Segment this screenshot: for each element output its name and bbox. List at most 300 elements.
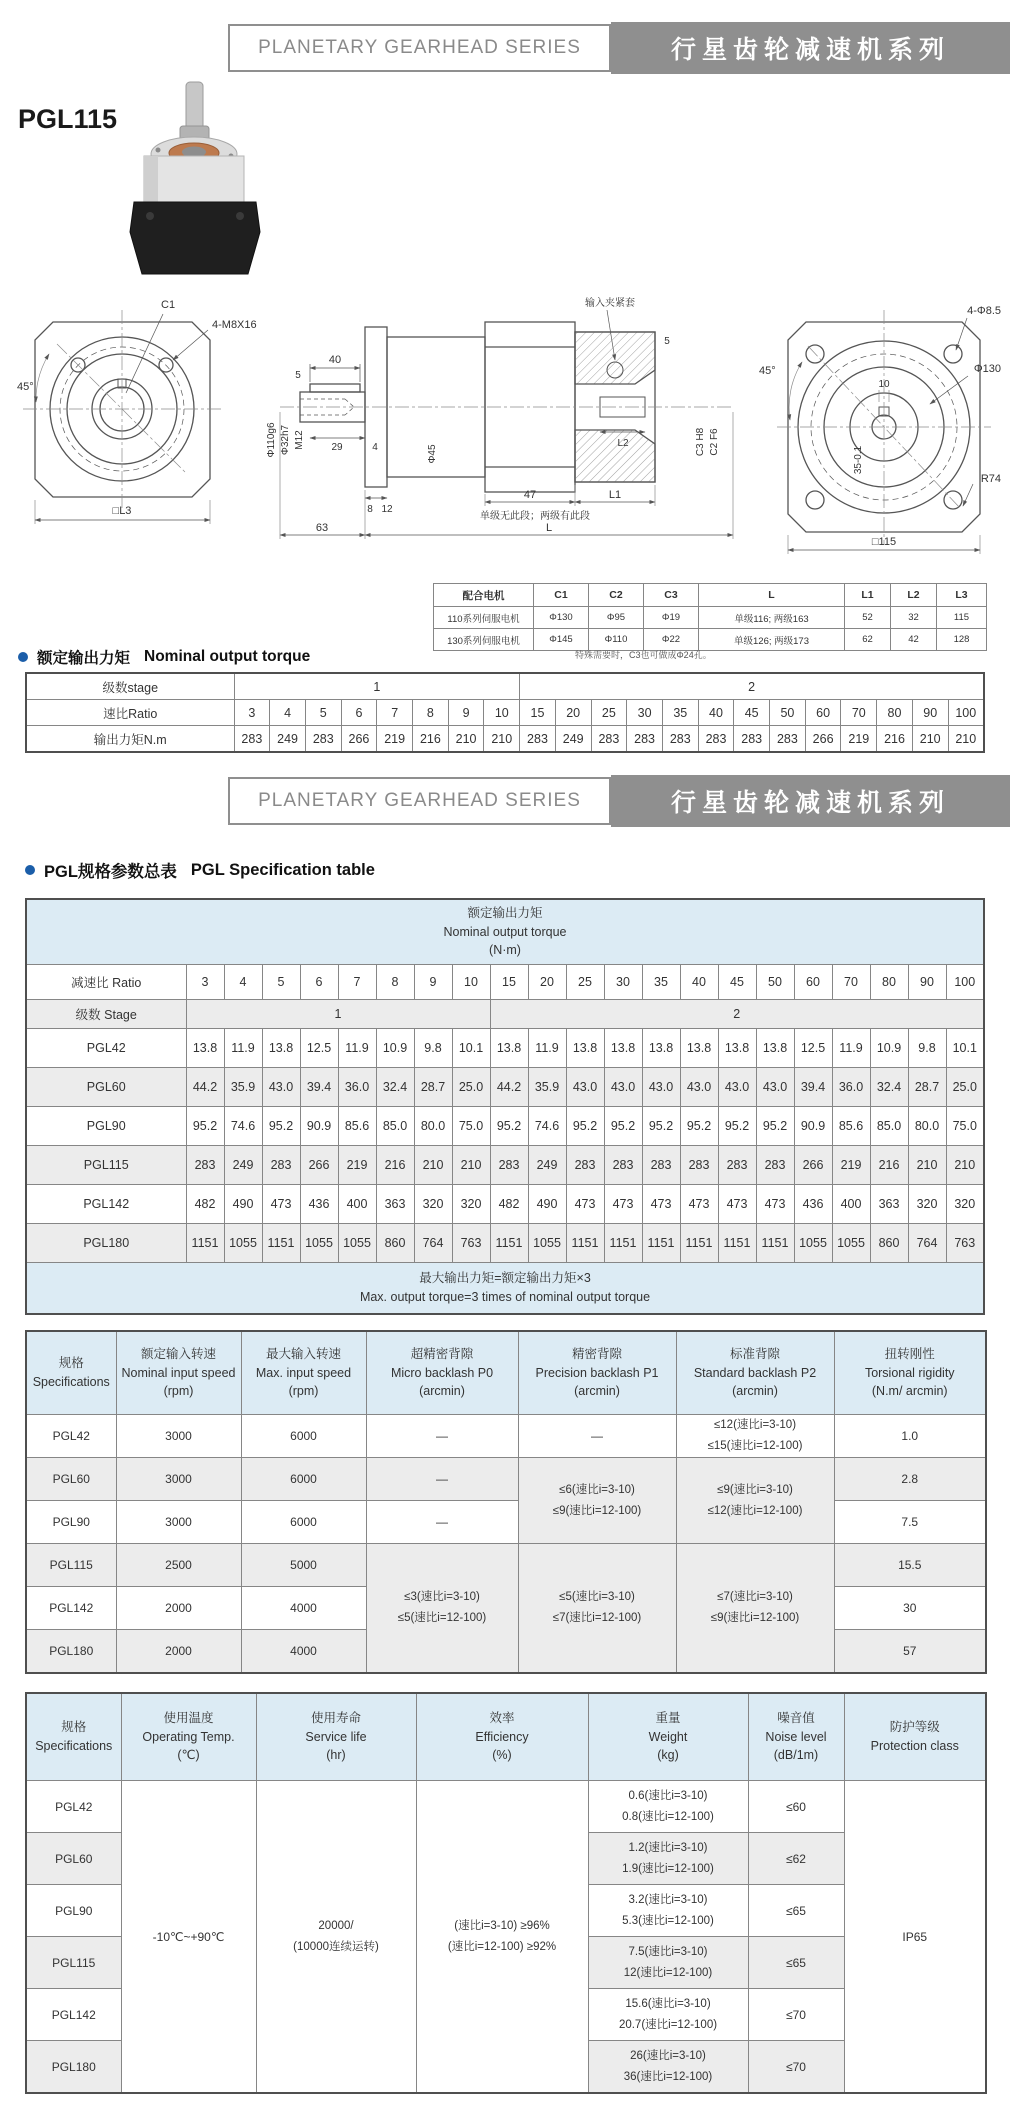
ratio-cell: 6 bbox=[300, 965, 338, 1000]
value-cell: 95.2 bbox=[756, 1107, 794, 1146]
torque-cell: 283 bbox=[770, 726, 806, 753]
value-cell: 36.0 bbox=[338, 1068, 376, 1107]
ratio-cell: 4 bbox=[270, 700, 306, 726]
value-cell: 1151 bbox=[680, 1224, 718, 1263]
value-cell: 43.0 bbox=[680, 1068, 718, 1107]
value-cell: 320 bbox=[946, 1185, 984, 1224]
weight-cell bbox=[588, 1937, 748, 1989]
fit-cell: 52 bbox=[845, 607, 891, 629]
ratio-cell: 45 bbox=[718, 965, 756, 1000]
dim-label-c1: C1 bbox=[161, 299, 176, 311]
noise-cell: ≤70 bbox=[748, 1989, 844, 2041]
hdr-en: Max. input speed bbox=[255, 1365, 352, 1380]
torque-heading-en: Nominal output torque bbox=[144, 648, 311, 665]
nominal-speed-cell: 2500 bbox=[116, 1544, 241, 1587]
fit-cell: Φ130 bbox=[534, 607, 589, 629]
weight-cell bbox=[588, 1833, 748, 1885]
value-cell: 1055 bbox=[300, 1224, 338, 1263]
value-cell: 249 bbox=[224, 1146, 262, 1185]
dim-label-12: 12 bbox=[381, 504, 393, 515]
header-rigidity bbox=[834, 1331, 986, 1415]
value-cell: 1151 bbox=[186, 1224, 224, 1263]
photo-base-hole bbox=[146, 212, 154, 220]
ratio-cell: 30 bbox=[627, 700, 663, 726]
ratio-cell: 100 bbox=[946, 965, 984, 1000]
spec-header-row bbox=[26, 899, 984, 965]
weight-line: 1.9(速比i=12-100) bbox=[622, 1862, 714, 1875]
dim-label-63: 63 bbox=[315, 522, 329, 534]
ratio-cell: 7 bbox=[377, 700, 413, 726]
value-cell: 36.0 bbox=[832, 1068, 870, 1107]
value-cell: 43.0 bbox=[566, 1068, 604, 1107]
torque-cell: 219 bbox=[377, 726, 413, 753]
ratio-cell: 35 bbox=[662, 700, 698, 726]
value-cell: 85.0 bbox=[870, 1107, 908, 1146]
motor-fit-table bbox=[433, 583, 987, 651]
nominal-speed-cell: 2000 bbox=[116, 1630, 241, 1674]
general-spec-table bbox=[25, 1692, 987, 2094]
temp-cell: -10℃~+90℃ bbox=[121, 1781, 256, 2094]
ratio-cell: 50 bbox=[770, 700, 806, 726]
nominal-speed-cell: 3000 bbox=[116, 1458, 241, 1501]
model-row bbox=[26, 1107, 984, 1146]
hdr-cn: 使用温度 bbox=[163, 1710, 214, 1725]
value-cell: 85.6 bbox=[338, 1107, 376, 1146]
value-cell: 1055 bbox=[338, 1224, 376, 1263]
model-cell: PGL142 bbox=[26, 1587, 116, 1630]
weight-line: 5.3(速比i=12-100) bbox=[622, 1914, 714, 1927]
p0-line: ≤5(速比i=12-100) bbox=[397, 1612, 487, 1624]
ratio-cell: 35 bbox=[642, 965, 680, 1000]
torque-row bbox=[26, 726, 984, 753]
torque-cell: 266 bbox=[341, 726, 377, 753]
header-protection bbox=[844, 1693, 986, 1781]
fit-cell: 32 bbox=[891, 607, 937, 629]
stage2-cell: 2 bbox=[520, 673, 984, 700]
backlash-table bbox=[25, 1330, 987, 1674]
dim-label-l: L bbox=[545, 522, 553, 534]
model-cell: PGL115 bbox=[26, 1937, 121, 1989]
value-cell: 28.7 bbox=[414, 1068, 452, 1107]
value-cell: 95.2 bbox=[718, 1107, 756, 1146]
fit-note: 特殊需要时，C3也可做成Φ24孔。 bbox=[575, 650, 712, 660]
noise-cell: ≤70 bbox=[748, 2041, 844, 2094]
nominal-speed-cell: 2000 bbox=[116, 1587, 241, 1630]
spec-footer-row bbox=[26, 1263, 984, 1315]
value-cell: 95.2 bbox=[680, 1107, 718, 1146]
value-cell: 32.4 bbox=[870, 1068, 908, 1107]
torque-label: 输出力矩N.m bbox=[26, 726, 234, 753]
fit-header-cell: L bbox=[699, 584, 845, 607]
ratio-cell: 7 bbox=[338, 965, 376, 1000]
model-cell: PGL180 bbox=[26, 1224, 186, 1263]
rigidity-cell: 1.0 bbox=[834, 1415, 986, 1458]
spec-table bbox=[25, 898, 985, 1315]
fit-header-cell: C1 bbox=[534, 584, 589, 607]
p1-merged-cell bbox=[518, 1458, 676, 1544]
weight-cell bbox=[588, 2041, 748, 2094]
value-cell: 1151 bbox=[566, 1224, 604, 1263]
ratio-cell: 15 bbox=[490, 965, 528, 1000]
value-cell: 283 bbox=[490, 1146, 528, 1185]
noise-cell: ≤65 bbox=[748, 1937, 844, 1989]
ratio-cell: 20 bbox=[555, 700, 591, 726]
value-cell: 80.0 bbox=[908, 1107, 946, 1146]
stage1-cell: 1 bbox=[186, 1000, 490, 1029]
fit-cell: 单级126; 两级173 bbox=[699, 629, 845, 651]
value-cell: 320 bbox=[908, 1185, 946, 1224]
ratio-row bbox=[26, 700, 984, 726]
spec-header-en: Nominal output torque bbox=[443, 924, 567, 939]
fit-header-row bbox=[434, 584, 987, 607]
weight-line: 26(速比i=3-10) bbox=[630, 2049, 706, 2062]
hdr-cn: 使用寿命 bbox=[310, 1710, 361, 1725]
hdr-en: Protection class bbox=[870, 1739, 959, 1753]
series-banner-top bbox=[0, 22, 1010, 74]
value-cell: 13.8 bbox=[604, 1029, 642, 1068]
ratio-cell: 30 bbox=[604, 965, 642, 1000]
torque-cell: 210 bbox=[448, 726, 484, 753]
p2-line: ≤9(速比i=12-100) bbox=[710, 1612, 800, 1624]
backlash-row bbox=[26, 1501, 986, 1544]
p2-line: ≤9(速比i=3-10) bbox=[717, 1483, 793, 1496]
model-cell: PGL42 bbox=[26, 1415, 116, 1458]
p2-merged-cell bbox=[676, 1544, 834, 1674]
torque-cell: 219 bbox=[841, 726, 877, 753]
spec-heading-cn: PGL规格参数总表 bbox=[44, 863, 177, 881]
stage-label: 级数 Stage bbox=[26, 1000, 186, 1029]
hdr-unit: (rpm) bbox=[288, 1384, 319, 1399]
p2-line: ≤12(速比i=12-100) bbox=[707, 1504, 803, 1517]
value-cell: 1151 bbox=[642, 1224, 680, 1263]
fit-header-cell: L1 bbox=[845, 584, 891, 607]
fit-cell: 110系列伺服电机 bbox=[434, 607, 534, 629]
model-cell: PGL42 bbox=[26, 1781, 121, 1833]
value-cell: 266 bbox=[794, 1146, 832, 1185]
value-cell: 9.8 bbox=[908, 1029, 946, 1068]
clamp-label: 输入夹紧套 bbox=[585, 298, 635, 309]
hdr-cn: 效率 bbox=[489, 1710, 515, 1725]
torque-cell: 210 bbox=[948, 726, 984, 753]
torque-cell: 283 bbox=[662, 726, 698, 753]
ratio-cell: 9 bbox=[414, 965, 452, 1000]
value-cell: 473 bbox=[566, 1185, 604, 1224]
photo-base-hole bbox=[236, 212, 244, 220]
value-cell: 75.0 bbox=[946, 1107, 984, 1146]
value-cell: 1055 bbox=[528, 1224, 566, 1263]
value-cell: 210 bbox=[414, 1146, 452, 1185]
model-cell: PGL60 bbox=[26, 1458, 116, 1501]
spec-header-unit: (N·m) bbox=[489, 943, 521, 958]
hdr-cn: 噪音值 bbox=[777, 1710, 815, 1725]
ratio-cell: 10 bbox=[452, 965, 490, 1000]
value-cell: 25.0 bbox=[946, 1068, 984, 1107]
rigidity-cell: 57 bbox=[834, 1630, 986, 1674]
p1-line: ≤7(速比i=12-100) bbox=[552, 1612, 642, 1624]
spec-footer-cn: 最大输出力矩=额定输出力矩×3 bbox=[419, 1271, 591, 1286]
fit-cell: Φ95 bbox=[589, 607, 644, 629]
bullet-icon bbox=[25, 865, 35, 875]
value-cell: 283 bbox=[642, 1146, 680, 1185]
value-cell: 44.2 bbox=[490, 1068, 528, 1107]
value-cell: 320 bbox=[414, 1185, 452, 1224]
hdr-cn: 防护等级 bbox=[889, 1720, 940, 1735]
value-cell: 13.8 bbox=[262, 1029, 300, 1068]
eff-line: (速比i=12-100) ≥92% bbox=[447, 1940, 557, 1953]
dim-label-front-angle: 45° bbox=[17, 381, 34, 393]
header-spec bbox=[26, 1693, 121, 1781]
model-cell: PGL90 bbox=[26, 1885, 121, 1937]
fit-header-cell: C2 bbox=[589, 584, 644, 607]
backlash-row bbox=[26, 1544, 986, 1587]
torque-cell: 266 bbox=[805, 726, 841, 753]
value-cell: 764 bbox=[414, 1224, 452, 1263]
p2-cell bbox=[676, 1415, 834, 1458]
model-cell: PGL90 bbox=[26, 1501, 116, 1544]
header-spec bbox=[26, 1331, 116, 1415]
life-line: 20000/ bbox=[318, 1919, 354, 1932]
value-cell: 13.8 bbox=[186, 1029, 224, 1068]
value-cell: 43.0 bbox=[604, 1068, 642, 1107]
fit-cell: Φ110 bbox=[589, 629, 644, 651]
value-cell: 43.0 bbox=[718, 1068, 756, 1107]
ratio-cell: 15 bbox=[520, 700, 556, 726]
value-cell: 35.9 bbox=[224, 1068, 262, 1107]
fit-cell: 62 bbox=[845, 629, 891, 651]
model-cell: PGL142 bbox=[26, 1185, 186, 1224]
value-cell: 473 bbox=[604, 1185, 642, 1224]
hdr-en: Specifications bbox=[32, 1375, 110, 1389]
nominal-speed-cell: 3000 bbox=[116, 1501, 241, 1544]
value-cell: 95.2 bbox=[490, 1107, 528, 1146]
ratio-cell: 8 bbox=[376, 965, 414, 1000]
fit-cell: 115 bbox=[937, 607, 987, 629]
value-cell: 860 bbox=[376, 1224, 414, 1263]
value-cell: 44.2 bbox=[186, 1068, 224, 1107]
value-cell: 13.8 bbox=[756, 1029, 794, 1068]
protection-cell: IP65 bbox=[844, 1781, 986, 2094]
photo-body-shade bbox=[144, 156, 158, 208]
value-cell: 90.9 bbox=[300, 1107, 338, 1146]
value-cell: 473 bbox=[262, 1185, 300, 1224]
value-cell: 400 bbox=[832, 1185, 870, 1224]
max-speed-cell: 5000 bbox=[241, 1544, 366, 1587]
ratio-cell: 70 bbox=[832, 965, 870, 1000]
ratio-cell: 40 bbox=[698, 700, 734, 726]
hdr-unit: (rpm) bbox=[163, 1384, 194, 1399]
series-banner-cn: 行星齿轮减速机系列 bbox=[611, 775, 1010, 827]
p2-line: ≤15(速比i=12-100) bbox=[707, 1440, 803, 1452]
weight-line: 1.2(速比i=3-10) bbox=[628, 1841, 708, 1854]
value-cell: 436 bbox=[300, 1185, 338, 1224]
general-row bbox=[26, 1781, 986, 1833]
dim-label-5b: 5 bbox=[664, 336, 670, 347]
product-photo bbox=[128, 80, 264, 280]
stage-row bbox=[26, 673, 984, 700]
fit-cell: Φ19 bbox=[644, 607, 699, 629]
value-cell: 283 bbox=[566, 1146, 604, 1185]
spec-header-cn: 额定输出力矩 bbox=[467, 905, 543, 920]
weight-cell bbox=[588, 1989, 748, 2041]
value-cell: 90.9 bbox=[794, 1107, 832, 1146]
dim-label-32h7: Φ32h7 bbox=[280, 424, 291, 456]
value-cell: 436 bbox=[794, 1185, 832, 1224]
value-cell: 1151 bbox=[756, 1224, 794, 1263]
max-speed-cell: 6000 bbox=[241, 1458, 366, 1501]
value-cell: 1055 bbox=[794, 1224, 832, 1263]
dim-label-35: 35-0.1 bbox=[853, 445, 864, 475]
header-p1 bbox=[518, 1331, 676, 1415]
value-cell: 473 bbox=[718, 1185, 756, 1224]
ratio-cell: 25 bbox=[566, 965, 604, 1000]
hdr-cn: 最大输入转速 bbox=[265, 1346, 341, 1361]
value-cell: 219 bbox=[832, 1146, 870, 1185]
torque-cell: 283 bbox=[520, 726, 556, 753]
product-title: PGL115 bbox=[18, 104, 118, 134]
ratio-cell: 3 bbox=[234, 700, 270, 726]
value-cell: 12.5 bbox=[300, 1029, 338, 1068]
p0-cell: — bbox=[366, 1415, 518, 1458]
hdr-cn: 扭转刚性 bbox=[884, 1346, 935, 1361]
torque-cell: 216 bbox=[877, 726, 913, 753]
ratio-cell: 80 bbox=[870, 965, 908, 1000]
hdr-en: Efficiency bbox=[475, 1729, 529, 1744]
p0-cell: — bbox=[366, 1501, 518, 1544]
p2-line: ≤7(速比i=3-10) bbox=[717, 1591, 793, 1604]
value-cell: 43.0 bbox=[262, 1068, 300, 1107]
hdr-cn: 额定输入转速 bbox=[140, 1346, 216, 1361]
ratio-cell: 10 bbox=[484, 700, 520, 726]
value-cell: 74.6 bbox=[528, 1107, 566, 1146]
spec-header-cell bbox=[26, 899, 984, 965]
p1-cell: — bbox=[518, 1415, 676, 1458]
hdr-en: Specifications bbox=[35, 1739, 113, 1753]
p1-line: ≤9(速比i=12-100) bbox=[552, 1504, 642, 1517]
value-cell: 39.4 bbox=[794, 1068, 832, 1107]
general-header-row bbox=[26, 1693, 986, 1781]
series-banner-en: PLANETARY GEARHEAD SERIES bbox=[228, 24, 611, 72]
model-cell: PGL115 bbox=[26, 1544, 116, 1587]
hdr-unit: (N.m/ arcmin) bbox=[871, 1384, 948, 1399]
value-cell: 32.4 bbox=[376, 1068, 414, 1107]
hdr-cn: 超精密背隙 bbox=[410, 1346, 474, 1361]
value-cell: 283 bbox=[604, 1146, 642, 1185]
value-cell: 13.8 bbox=[490, 1029, 528, 1068]
value-cell: 85.0 bbox=[376, 1107, 414, 1146]
header-efficiency bbox=[416, 1693, 588, 1781]
value-cell: 85.6 bbox=[832, 1107, 870, 1146]
weight-line: 15.6(速比i=3-10) bbox=[625, 1997, 711, 2010]
value-cell: 216 bbox=[870, 1146, 908, 1185]
value-cell: 25.0 bbox=[452, 1068, 490, 1107]
hdr-unit: (hr) bbox=[326, 1748, 346, 1763]
header-noise bbox=[748, 1693, 844, 1781]
dim-label-rear-bolts: 4-Φ8.5 bbox=[967, 305, 1001, 317]
value-cell: 13.8 bbox=[718, 1029, 756, 1068]
bullet-icon bbox=[18, 652, 28, 662]
dim-label-c3h8: C3 H8 bbox=[695, 427, 706, 457]
backlash-row bbox=[26, 1458, 986, 1501]
ratio-cell: 90 bbox=[912, 700, 948, 726]
model-cell: PGL60 bbox=[26, 1833, 121, 1885]
value-cell: 400 bbox=[338, 1185, 376, 1224]
ratio-cell: 100 bbox=[948, 700, 984, 726]
series-banner-mid bbox=[0, 775, 1010, 827]
p0-cell: — bbox=[366, 1458, 518, 1501]
series-banner-cn: 行星齿轮减速机系列 bbox=[611, 22, 1010, 74]
dim-label-m12: M12 bbox=[294, 430, 305, 450]
nominal-speed-cell: 3000 bbox=[116, 1415, 241, 1458]
value-cell: 43.0 bbox=[642, 1068, 680, 1107]
hdr-en: Torsional rigidity bbox=[864, 1365, 955, 1380]
value-cell: 11.9 bbox=[528, 1029, 566, 1068]
torque-cell: 283 bbox=[698, 726, 734, 753]
p1-line: ≤6(速比i=3-10) bbox=[559, 1483, 635, 1496]
value-cell: 860 bbox=[870, 1224, 908, 1263]
fit-cell: 128 bbox=[937, 629, 987, 651]
value-cell: 9.8 bbox=[414, 1029, 452, 1068]
stage1-cell: 1 bbox=[234, 673, 520, 700]
dim-label-l2: L2 bbox=[617, 438, 629, 449]
value-cell: 35.9 bbox=[528, 1068, 566, 1107]
value-cell: 490 bbox=[224, 1185, 262, 1224]
value-cell: 95.2 bbox=[262, 1107, 300, 1146]
dim-label-5: 5 bbox=[295, 370, 301, 381]
max-speed-cell: 4000 bbox=[241, 1587, 366, 1630]
dim-label-rear-angle: 45° bbox=[759, 365, 776, 377]
value-cell: 1151 bbox=[604, 1224, 642, 1263]
ratio-cell: 90 bbox=[908, 965, 946, 1000]
value-cell: 12.5 bbox=[794, 1029, 832, 1068]
hdr-en: Operating Temp. bbox=[142, 1729, 235, 1744]
value-cell: 473 bbox=[680, 1185, 718, 1224]
torque-section-heading bbox=[18, 646, 310, 668]
dim-label-47: 47 bbox=[523, 489, 537, 501]
ratio-cell: 50 bbox=[756, 965, 794, 1000]
value-cell: 13.8 bbox=[566, 1029, 604, 1068]
value-cell: 320 bbox=[452, 1185, 490, 1224]
model-row bbox=[26, 1146, 984, 1185]
spec-footer-cell bbox=[26, 1263, 984, 1315]
header-weight bbox=[588, 1693, 748, 1781]
value-cell: 80.0 bbox=[414, 1107, 452, 1146]
value-cell: 210 bbox=[946, 1146, 984, 1185]
value-cell: 43.0 bbox=[756, 1068, 794, 1107]
value-cell: 95.2 bbox=[186, 1107, 224, 1146]
torque-cell: 283 bbox=[627, 726, 663, 753]
eff-line: (速比i=3-10) ≥96% bbox=[454, 1919, 550, 1932]
ratio-cell: 9 bbox=[448, 700, 484, 726]
hdr-cn: 重量 bbox=[655, 1710, 681, 1725]
hdr-en: Standard backlash P2 bbox=[693, 1365, 817, 1380]
model-cell: PGL42 bbox=[26, 1029, 186, 1068]
ratio-cell: 8 bbox=[413, 700, 449, 726]
value-cell: 95.2 bbox=[566, 1107, 604, 1146]
header-p2 bbox=[676, 1331, 834, 1415]
ratio-cell: 6 bbox=[341, 700, 377, 726]
hdr-cn: 标准背隙 bbox=[729, 1346, 780, 1361]
weight-line: 0.8(速比i=12-100) bbox=[622, 1810, 714, 1823]
header-max-speed bbox=[241, 1331, 366, 1415]
hdr-cn: 精密背隙 bbox=[571, 1346, 622, 1361]
value-cell: 11.9 bbox=[338, 1029, 376, 1068]
weight-cell bbox=[588, 1781, 748, 1833]
fit-header-cell: L3 bbox=[937, 584, 987, 607]
noise-cell: ≤60 bbox=[748, 1781, 844, 1833]
weight-line: 7.5(速比i=3-10) bbox=[628, 1945, 708, 1958]
weight-line: 0.6(速比i=3-10) bbox=[628, 1789, 708, 1802]
hdr-en: Noise level bbox=[765, 1729, 827, 1744]
